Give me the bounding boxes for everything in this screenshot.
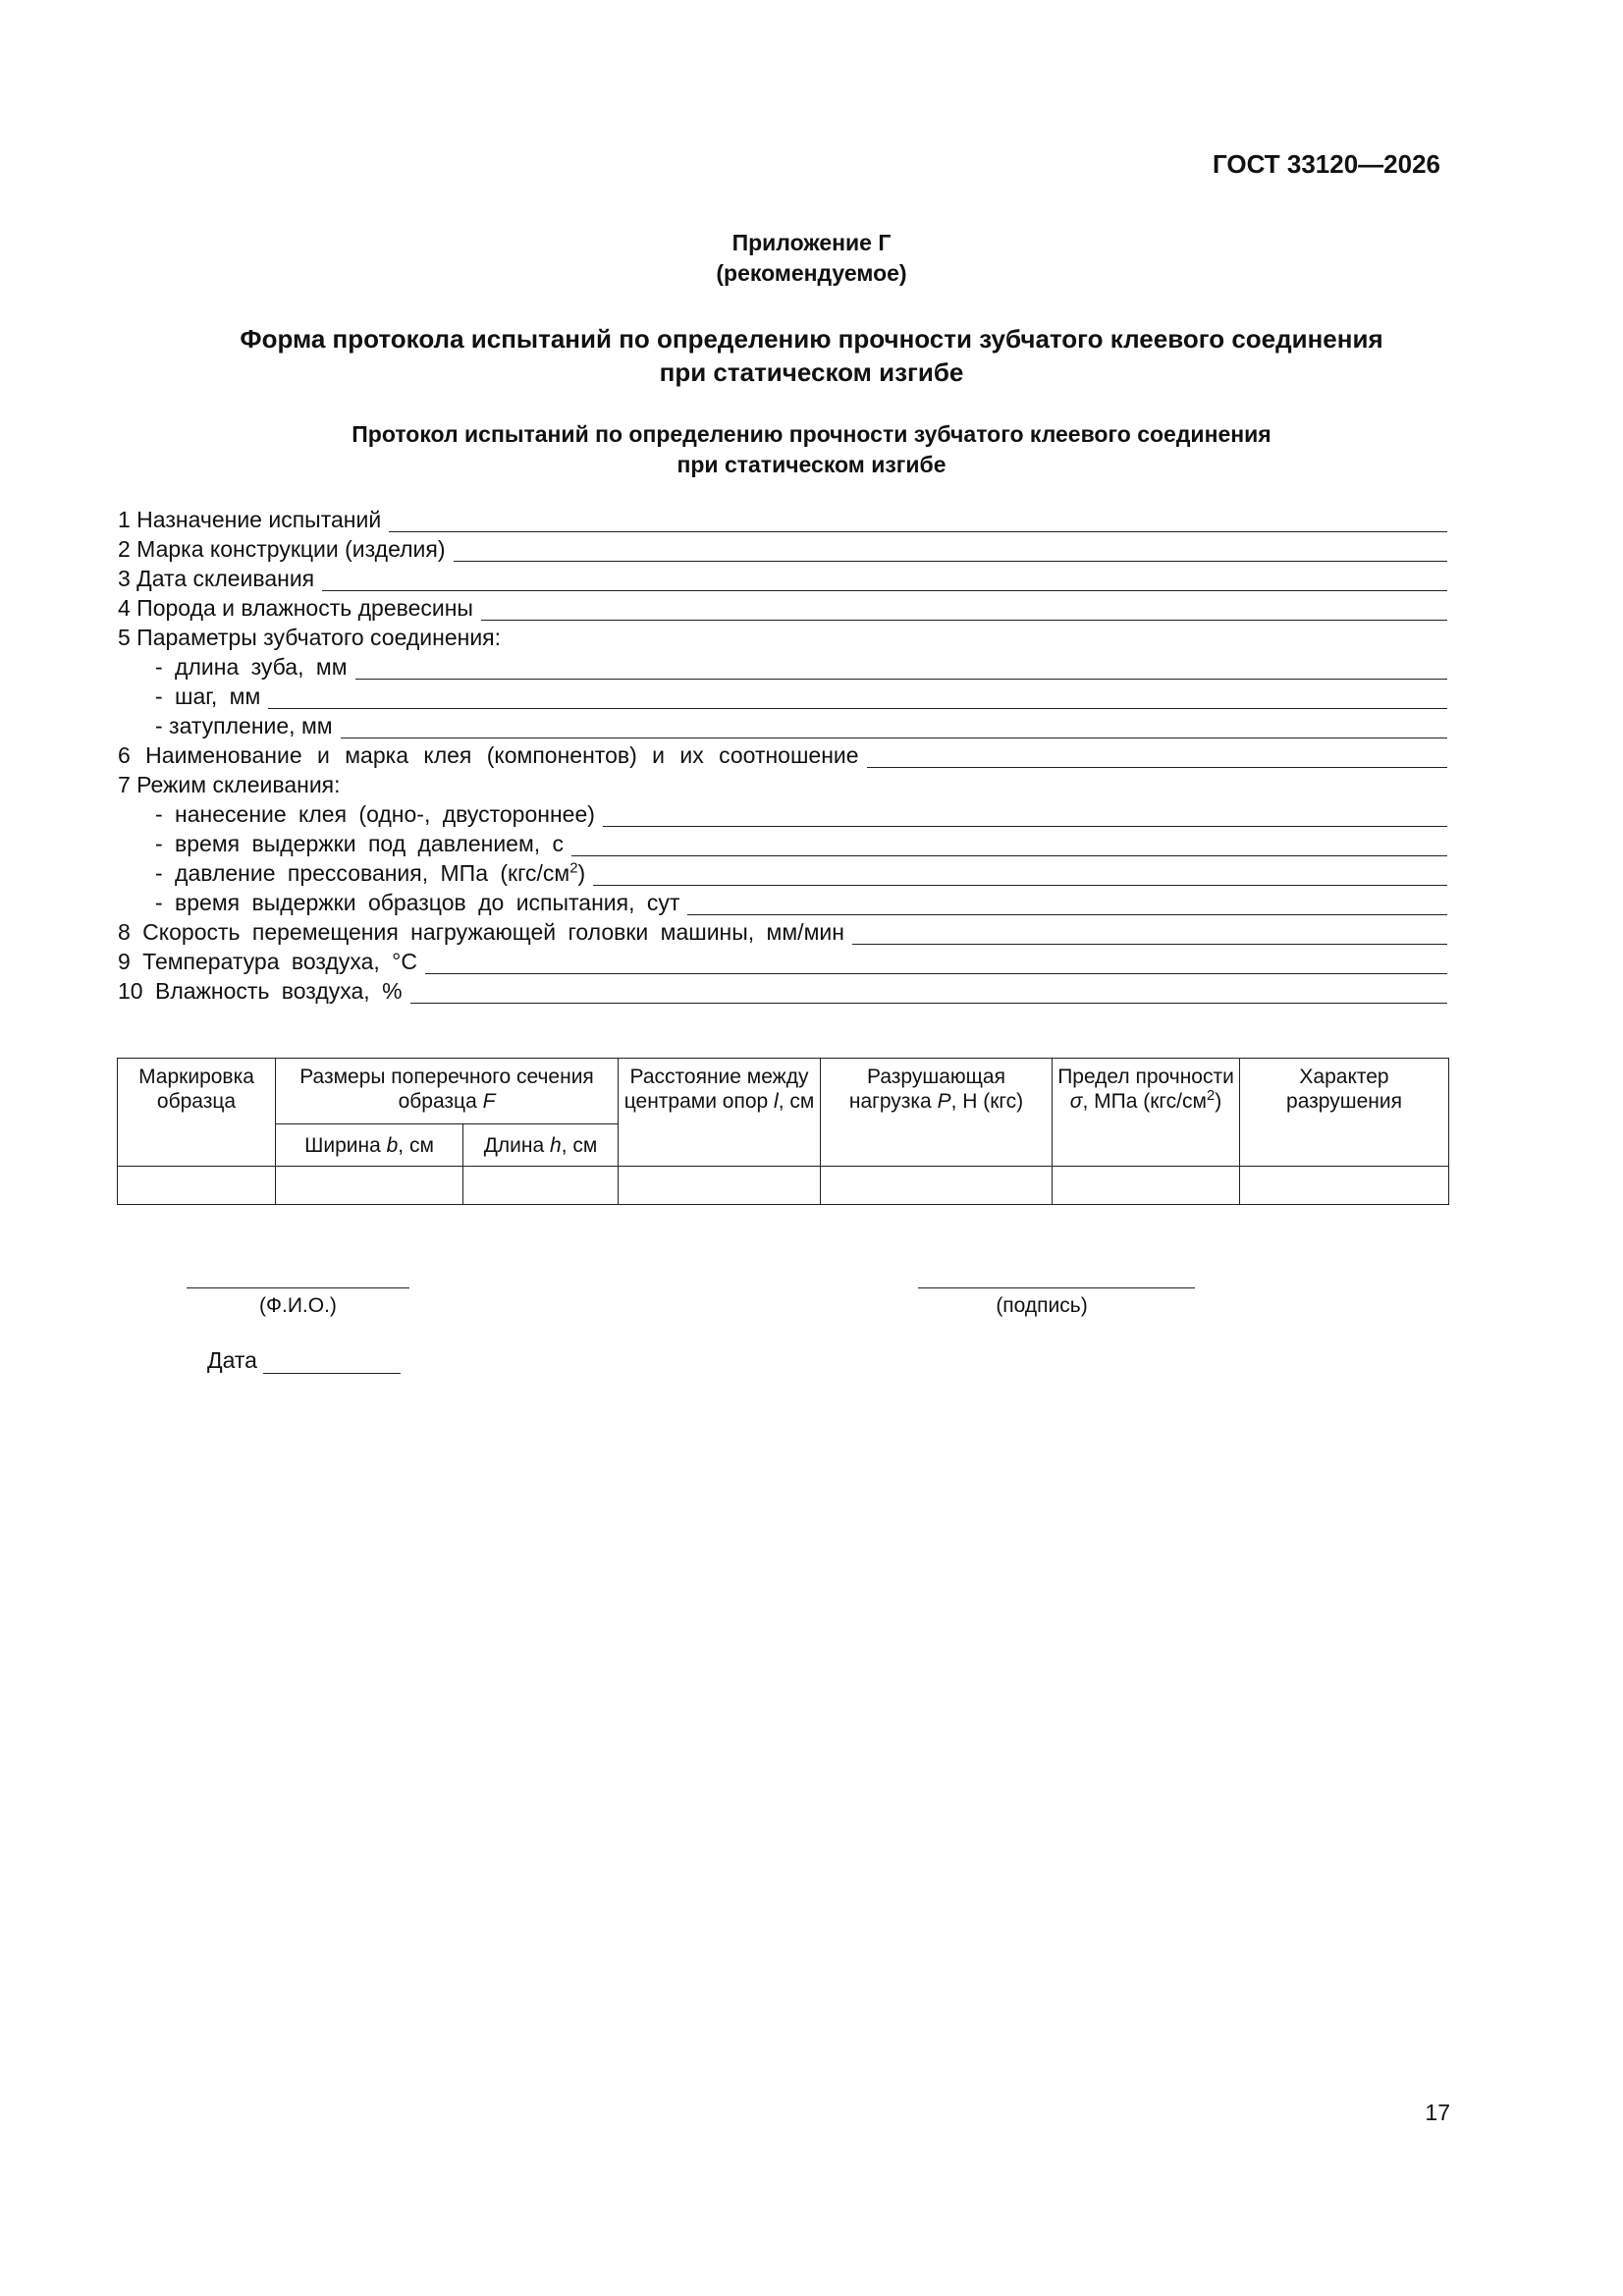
field-loading-speed [118,915,1447,945]
variable-p: P [937,1090,951,1113]
field-label: 3 Дата склеивания [118,566,315,591]
field-air-temperature [118,945,1447,974]
field-label: 5 Параметры зубчатого соединения: [118,625,502,650]
header-text: , МПа (кгс/см [1082,1090,1207,1113]
header-text: , Н (кгс) [950,1090,1024,1113]
field-blank-line[interactable] [389,510,1447,532]
table-cell[interactable] [821,1167,1053,1205]
field-adhesive [118,738,1447,768]
date-blank-line[interactable] [263,1351,401,1374]
header-strength-limit [1053,1059,1240,1167]
table-header-row [118,1059,1449,1124]
field-test-purpose [118,503,1447,532]
field-pressing-pressure [155,856,1447,886]
header-text: , см [561,1133,598,1157]
field-pressure-hold-time [155,827,1447,856]
field-label: - время выдержки образцов до испытания, сут [155,890,680,915]
table-cell[interactable] [276,1167,463,1205]
protocol-title-line2: при статическом изгибе [676,452,947,477]
field-gluing-date [118,562,1447,591]
header-text: ) [1215,1090,1222,1113]
field-label: 8 Скорость перемещения нагружающей головки машины, мм/мин [118,919,844,945]
field-label: 7 Режим склеивания: [118,772,341,797]
superscript: 2 [569,859,578,877]
label-text: - давление прессования, МПа (кгс/см [155,860,570,886]
table-row [118,1167,1449,1205]
table-cell[interactable] [1053,1167,1240,1205]
table-cell[interactable] [1240,1167,1449,1205]
header-text: , см [398,1133,434,1157]
field-label: - время выдержки под давлением, с [155,831,565,856]
field-blank-line[interactable] [571,834,1447,856]
field-blank-line[interactable] [355,657,1447,680]
field-blank-line[interactable] [322,569,1447,591]
field-label: 1 Назначение испытаний [118,507,382,532]
field-label: 9 Температура воздуха, °С [118,949,417,974]
protocol-title [0,419,1623,480]
field-label: - длина зуба, мм [155,654,348,680]
field-bluntness [155,709,1447,738]
field-blank-line[interactable] [603,804,1447,827]
header-text: Разрушающая нагрузка [848,1066,1005,1113]
field-blank-line[interactable] [268,686,1447,709]
field-blank-line[interactable] [481,598,1447,621]
signature-caption: (подпись) [996,1294,1088,1317]
name-caption: (Ф.И.О.) [259,1294,337,1317]
field-blank-line[interactable] [341,716,1447,738]
field-blank-line[interactable] [425,952,1447,974]
variable-f: F [482,1090,496,1113]
field-glue-application [155,797,1447,827]
signature-line[interactable] [918,1287,1195,1288]
field-air-humidity [118,974,1447,1004]
field-blank-line[interactable] [687,893,1447,915]
page-number: 17 [1425,2100,1450,2125]
field-label: 10 Влажность воздуха, % [118,978,403,1004]
header-section-dimensions [276,1059,619,1124]
field-pitch [155,680,1447,709]
form-title [0,322,1623,389]
date-row [207,1347,401,1374]
field-wood-species [118,591,1447,621]
header-failure-type: Характер разрушения [1240,1059,1449,1167]
field-label: 6 Наименование и марка клея (компонентов) и их соотношение [118,742,859,768]
header-text: Ширина [304,1133,387,1157]
label-text: ) [577,860,586,886]
form-title-line1: Форма протокола испытаний по определению прочности зубчатого клеевого соединения [240,324,1383,354]
field-gluing-mode-heading [118,768,1447,797]
header-support-distance [619,1059,821,1167]
table-cell[interactable] [619,1167,821,1205]
field-blank-line[interactable] [454,539,1447,562]
standard-number: ГОСТ 33120—2026 [1213,149,1440,179]
header-breaking-load [821,1059,1053,1167]
variable-h: h [550,1133,562,1157]
results-table [117,1058,1449,1205]
field-label: - затупление, мм [155,713,333,738]
header-text: , см [778,1090,815,1113]
field-joint-parameters-heading [118,621,1447,650]
field-label: - шаг, мм [155,683,261,709]
date-label: Дата [207,1347,257,1373]
field-label: 4 Порода и влажность древесины [118,595,473,621]
header-width [276,1124,463,1167]
variable-sigma: σ [1069,1090,1083,1113]
field-blank-line[interactable] [410,981,1447,1004]
appendix-heading [0,228,1623,289]
table-cell[interactable] [463,1167,619,1205]
appendix-status: (рекомендуемое) [716,260,907,286]
header-text: Размеры поперечного сечения образца [299,1066,594,1113]
field-label [155,860,593,886]
header-marking: Маркировка образца [118,1059,276,1167]
field-specimen-hold-time [155,886,1447,915]
field-tooth-length [155,650,1447,680]
field-blank-line[interactable] [852,922,1447,945]
header-text: Длина [483,1133,551,1157]
header-text: Предел прочности [1057,1066,1234,1088]
field-blank-line[interactable] [593,863,1447,886]
field-structure-grade [118,532,1447,562]
appendix-title: Приложение Г [731,230,892,255]
variable-l: l [774,1090,779,1113]
superscript: 2 [1206,1087,1216,1104]
form-title-line2: при статическом изгибе [659,357,964,387]
table-cell[interactable] [118,1167,276,1205]
header-text: Расстояние между центрами опор [623,1066,809,1113]
protocol-title-line1: Протокол испытаний по определению прочности зубчатого клеевого соединения [352,421,1271,447]
field-label: 2 Марка конструкции (изделия) [118,536,446,562]
variable-b: b [386,1133,399,1157]
header-length [463,1124,619,1167]
field-blank-line[interactable] [867,745,1447,768]
name-signature-line[interactable] [187,1287,409,1288]
field-label: - нанесение клея (одно-, двустороннее) [155,801,595,827]
